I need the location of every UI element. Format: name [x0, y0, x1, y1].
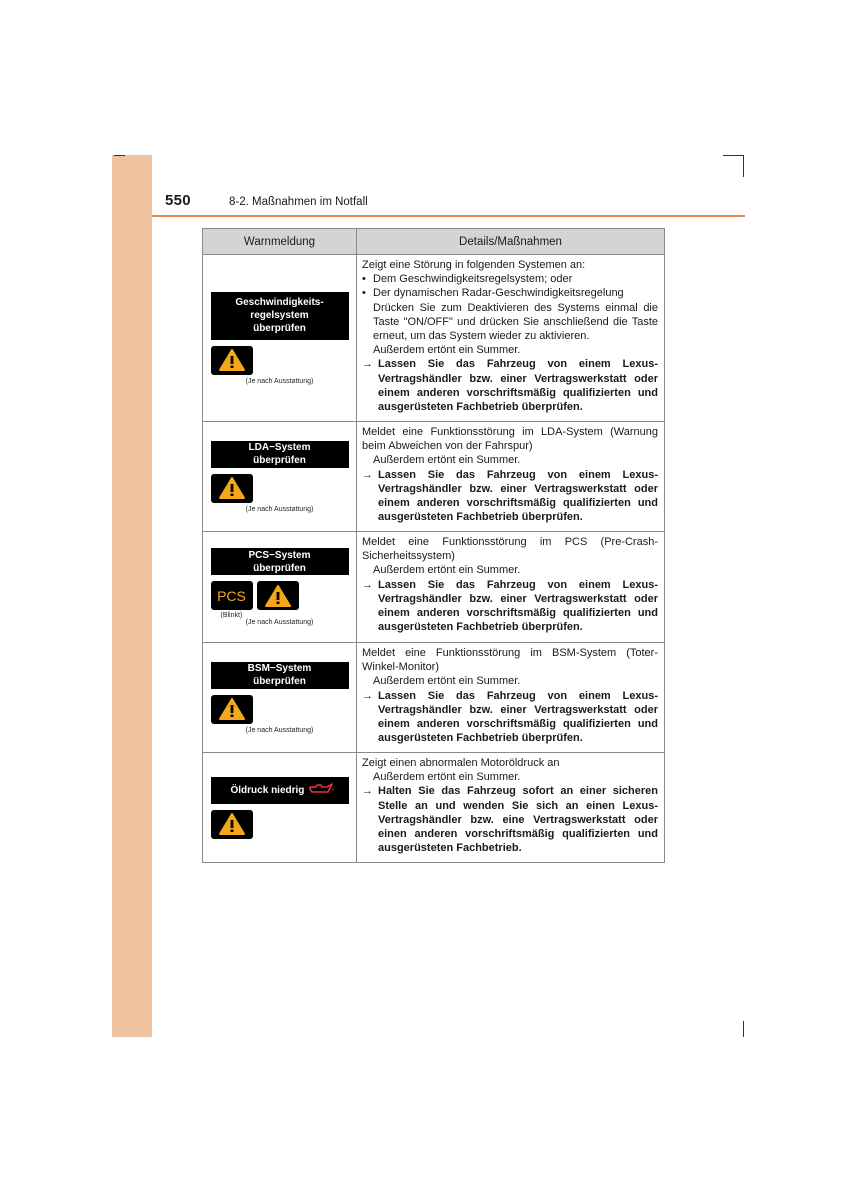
pcs-label: PCS — [217, 587, 246, 604]
side-color-band — [112, 155, 152, 1037]
warning-table — [202, 228, 665, 863]
detail-text: Zeigt einen abnormalen Motoröldruck an — [362, 757, 560, 769]
message-line: LDA−System — [248, 442, 311, 453]
crop-mark — [743, 155, 744, 177]
crop-mark — [723, 155, 744, 156]
equipment-note: (Je nach Ausstattung) — [245, 726, 314, 734]
equipment-note: (Je nach Ausstattung) — [245, 619, 314, 626]
message-line: überprüfen — [253, 323, 306, 334]
detail-bullet: Der dynamischen Radar-Geschwindigkeitsregelung — [373, 287, 624, 300]
warning-cell — [203, 643, 357, 753]
column-header-warning: Warnmeldung — [203, 229, 357, 255]
detail-text: Meldet eine Funktionsstörung im LDA-System (Warnung beim Abweichen von der Fahrspur) — [362, 426, 658, 453]
warning-cell — [203, 255, 357, 422]
warning-triangle-icon — [211, 346, 253, 375]
warning-cell — [203, 753, 357, 863]
warning-message-display — [211, 548, 349, 575]
warning-message-display — [211, 777, 349, 804]
detail-text: Meldet eine Funktionsstörung im PCS (Pre-Crash-Sicherheitssystem) — [362, 536, 658, 563]
detail-text: Zeigt eine Störung in folgenden Systemen an: — [362, 259, 586, 271]
action-text: Lassen Sie das Fahrzeug von einem Lexus-Vertragshändler bzw. einer Vertragswerkstatt oder einem anderen vorschriftsmäßig qualifizierten und ausgerüsteten Fachbetrieb überprüfen. — [378, 578, 658, 634]
column-header-details: Details/Maßnahmen — [357, 229, 665, 255]
table-row — [203, 422, 665, 532]
warning-message-display — [211, 441, 349, 468]
summer-note: Außerdem ertönt ein Summer. — [373, 771, 521, 784]
details-cell: Zeigt einen abnormalen Motoröldruck an Außerdem ertönt ein Summer. → Halten Sie das Fahrzeug sofort an einer sicheren Stelle an und wenden Sie sich an einen Lexus-Vertragshändler bzw. eine Vertragswerkstatt oder einen anderen vorschriftsmäßig qualifizierten und ausgerüsteten Fachbetrieb. — [357, 753, 665, 863]
equipment-note: (Je nach Ausstattung) — [245, 505, 314, 513]
message-line: Öldruck niedrig — [230, 784, 305, 796]
action-text: Lassen Sie das Fahrzeug von einem Lexus-Vertragshändler bzw. einer Vertragswerkstatt oder einem anderen vorschriftsmäßig qualifizierten und ausgerüsteten Fachbetrieb überprüfen. — [378, 468, 658, 524]
message-line: PCS−System — [248, 549, 311, 561]
summer-note: Außerdem ertönt ein Summer. — [373, 675, 521, 688]
details-cell: Meldet eine Funktionsstörung im PCS (Pre-Crash-Sicherheitssystem) Außerdem ertönt ein Summer. → Lassen Sie das Fahrzeug von einem Lexus-Vertragshändler bzw. einer Vertragswerkstatt oder einem anderen vorschriftsmäßig qualifizierten und ausgerüsteten Fachbetrieb überprüfen. — [357, 532, 665, 643]
detail-bullet: Dem Geschwindigkeitsregelsystem; oder — [373, 273, 573, 286]
details-cell: Meldet eine Funktionsstörung im BSM-System (Toter-Winkel-Monitor) Außerdem ertönt ein Summer. → Lassen Sie das Fahrzeug von einem Lexus-Vertragshändler bzw. einer Vertragswerkstatt oder einem anderen vorschriftsmäßig qualifizierten und ausgerüsteten Fachbetrieb überprüfen. — [357, 643, 665, 753]
details-cell: Meldet eine Funktionsstörung im LDA-System (Warnung beim Abweichen von der Fahrspur) Außerdem ertönt ein Summer. → Lassen Sie das Fahrzeug von einem Lexus-Vertragshändler bzw. einer Vertragswerkstatt oder einem anderen vorschriftsmäßig qualifizierten und ausgerüsteten Fachbetrieb überprüfen. — [357, 422, 665, 532]
action-text: Lassen Sie das Fahrzeug von einem Lexus-Vertragshändler bzw. einer Vertragswerkstatt oder einem anderen vorschriftsmäßig qualifizierten und ausgerüsteten Fachbetrieb überprüfen. — [378, 358, 658, 414]
detail-text: Meldet eine Funktionsstörung im BSM-System (Toter-Winkel-Monitor) — [362, 647, 658, 674]
warning-triangle-icon — [257, 581, 299, 610]
table-row — [203, 532, 665, 643]
warning-cell — [203, 532, 357, 643]
pcs-indicator-icon — [211, 581, 253, 610]
page-number: 550 — [165, 192, 191, 209]
warning-message-display — [211, 292, 349, 340]
message-line: überprüfen — [253, 455, 306, 466]
action-text: Halten Sie das Fahrzeug sofort an einer sicheren Stelle an und wenden Sie sich an einen Lexus-Vertragshändler bzw. eine Vertragswerkstatt oder einen anderen vorschriftsmäßig qualifizierten und ausgerüsteten Fachbetrieb. — [378, 785, 658, 855]
blink-note: (Blinkt) — [220, 612, 243, 619]
message-line: überprüfen — [253, 562, 306, 574]
summer-note: Außerdem ertönt ein Summer. — [373, 344, 521, 357]
table-header-row — [203, 229, 665, 255]
message-line: überprüfen — [253, 676, 306, 687]
summer-note: Außerdem ertönt ein Summer. — [373, 564, 521, 577]
warning-cell — [203, 422, 357, 532]
table-row — [203, 753, 665, 863]
section-title: 8-2. Maßnahmen im Notfall — [229, 196, 368, 208]
equipment-note: (Je nach Ausstattung) — [245, 377, 314, 385]
warning-triangle-icon — [211, 695, 253, 724]
details-cell: Zeigt eine Störung in folgenden Systemen an: • Dem Geschwindigkeitsregelsystem; oder • Der dynamischen Radar-Geschwindigkeitsregelung Drücken Sie zum Deaktivieren des Systems einmal die Taste "ON/OFF" und drücken Sie anschließend die Taste erneut, um das System wieder zu aktivieren. Außerdem ertönt ein Summer. → Lassen Sie das Fahrzeug von einem Lexus-Vertragshändler bzw. einer Vertragswerkstatt oder einem anderen vorschriftsmäßig qualifizierten und ausgerüsteten Fachbetrieb überprüfen. — [357, 255, 665, 422]
crop-mark — [743, 1021, 744, 1037]
action-text: Lassen Sie das Fahrzeug von einem Lexus-Vertragshändler bzw. einer Vertragswerkstatt oder einem anderen vorschriftsmäßig qualifizierten und ausgerüsteten Fachbetrieb überprüfen. — [378, 689, 658, 745]
message-line: regelsystem — [250, 310, 309, 321]
crop-mark — [114, 155, 125, 156]
summer-note: Außerdem ertönt ein Summer. — [373, 454, 521, 467]
message-line: Geschwindigkeits- — [235, 297, 324, 308]
oil-pressure-icon — [307, 781, 335, 799]
detail-text: Drücken Sie zum Deaktivieren des Systems einmal die Taste "ON/OFF" und drücken Sie anschließend die Taste erneut, um das System wieder zu aktivieren. — [373, 301, 658, 343]
warning-triangle-icon — [211, 810, 253, 839]
warning-triangle-icon — [211, 474, 253, 503]
header-rule — [152, 215, 745, 217]
table-row — [203, 643, 665, 753]
table-row — [203, 255, 665, 422]
message-line: BSM−System — [247, 663, 312, 674]
warning-message-display — [211, 662, 349, 689]
